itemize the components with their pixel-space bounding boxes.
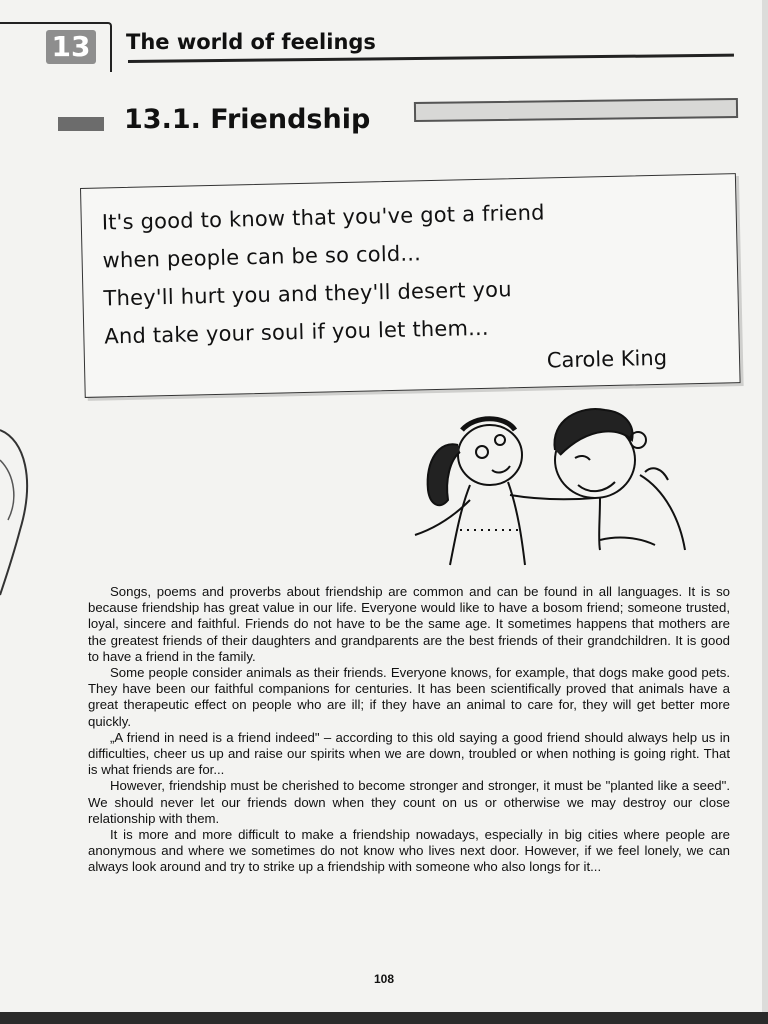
quote-author: Carole King xyxy=(546,345,668,373)
header-rule xyxy=(128,54,734,63)
page-number: 108 xyxy=(373,972,395,986)
quote-box xyxy=(80,173,741,398)
body-paragraph: Some people consider animals as their friends. Everyone knows, for example, that dogs make good pets. They have been our faithful companions for centuries. It has been scientifically proved that animals have a great therapeutic effect on people who are ill; if they have an animal to care for, they will get better more quickly. xyxy=(88,665,730,729)
friends-illustration-icon xyxy=(400,400,700,570)
quote-line: And take your soul if you let them... xyxy=(104,315,490,349)
body-text xyxy=(88,584,730,876)
section-bar xyxy=(414,98,738,122)
body-paragraph: However, friendship must be cherished to become stronger and stronger, it must be "planted like a seed". We should never let our friends down when they count on us or otherwise we may destroy our close relationship with them. xyxy=(88,778,730,826)
right-page-edge xyxy=(762,0,768,1024)
section-title: 13.1. Friendship xyxy=(124,104,371,135)
page-edge-shadow xyxy=(0,420,40,600)
bottom-page-edge xyxy=(0,1012,768,1024)
quote-line: when people can be so cold... xyxy=(102,241,422,273)
chapter-number: 13 xyxy=(46,30,96,64)
section-marker xyxy=(58,117,104,131)
body-paragraph: Songs, poems and proverbs about friendship are common and can be found in all languages. It is so because friendship has great value in our life. Everyone would like to have a bosom friend; someone trusted, loyal, sincere and faithful. Friends do not have to be the same age. It sometimes happens that mothers are the greatest friends of their daughters and grandparents are the best friends of their grandchildren. It is good to have a friend in the family. xyxy=(88,584,730,664)
body-paragraph: „A friend in need is a friend indeed" – according to this old saying a good friend should always help us in difficulties, cheer us up and raise our spirits when we are down, troubled or when nothing is going right. That is what friends are for... xyxy=(88,729,730,778)
chapter-title: The world of feelings xyxy=(126,30,376,54)
quote-line: They'll hurt you and they'll desert you xyxy=(103,277,512,311)
body-paragraph: It is more and more difficult to make a friendship nowadays, especially in big cities where people are anonymous and where we sometimes do not know who lives next door. However, if we feel lonely, we can always look around and try to strike up a friendship with someone who also longs for it... xyxy=(88,827,730,875)
quote-line: It's good to know that you've got a friend xyxy=(101,200,545,235)
